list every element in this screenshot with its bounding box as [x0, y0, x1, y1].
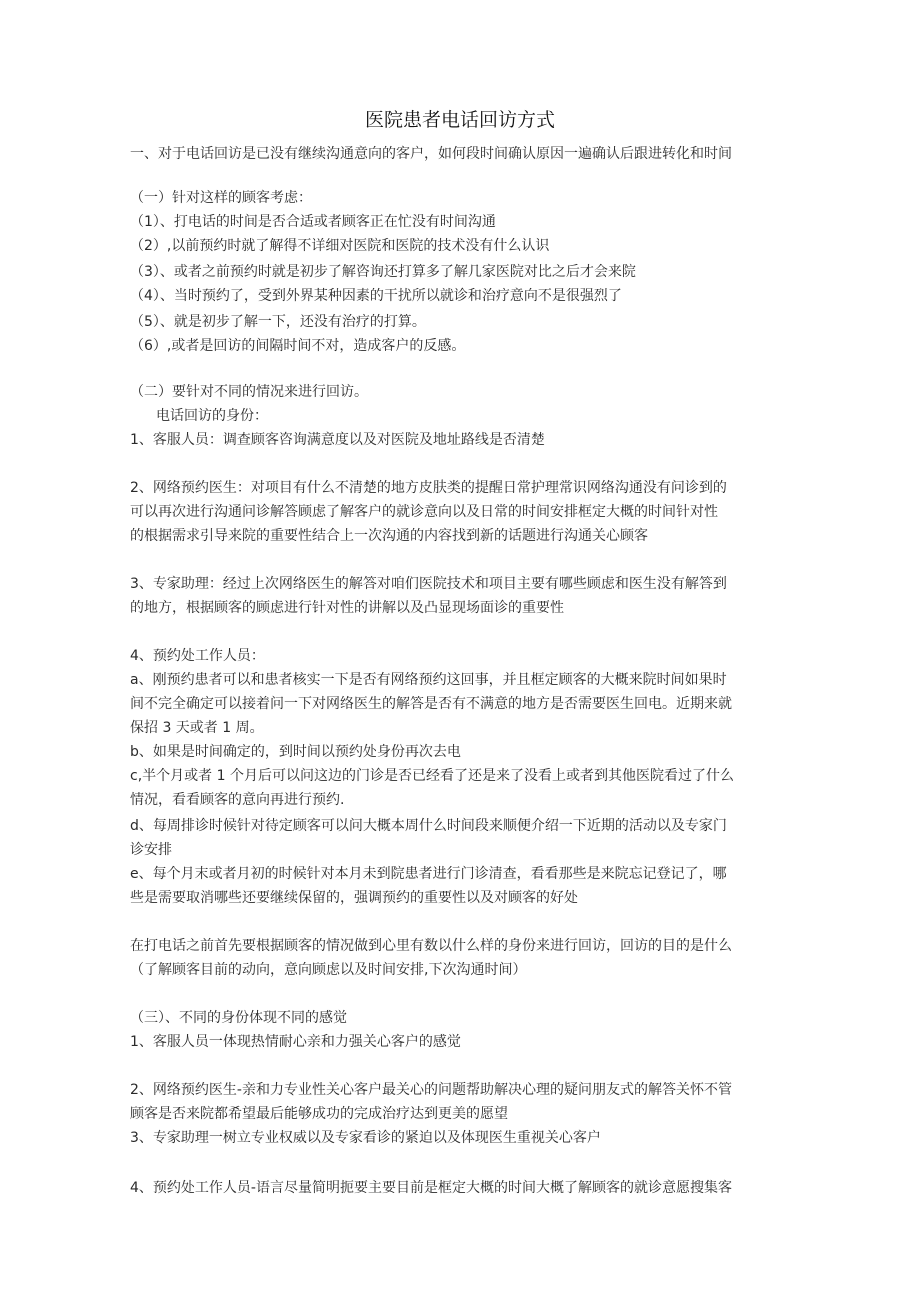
document-title: 医院患者电话回访方式 [364, 109, 555, 131]
reason-item: （4）、当时预约了，受到外界某种因素的干扰所以就诊和治疗意向不是很强烈了 [130, 288, 622, 304]
section-1-heading: （一）针对这样的顾客考虑： [130, 190, 312, 206]
paragraph-line: 在打电话之前首先要根据顾客的情况做到心里有数以什么样的身份来进行回访，回访的目的是什么 [130, 938, 732, 954]
section-3-heading: （三）、不同的身份体现不同的感觉 [130, 1010, 347, 1026]
sub-item: d、每周排诊时候针对待定顾客可以问大概本周什么时间段来顺便介绍一下近期的活动以及专家门 [130, 818, 727, 834]
identity-item: 2、网络预约医生：对项目有什么不清楚的地方皮肤类的提醒日常护理常识网络沟通没有问诊到的 [130, 480, 727, 496]
intro-line: 一、对于电话回访是已没有继续沟通意向的客户，如何段时间确认原因一遍确认后跟进转化和时间 [130, 146, 732, 162]
identity-item: 3、专家助理：经过上次网络医生的解答对咱们医院技术和项目主要有哪些顾虑和医生没有解答到 [130, 576, 727, 592]
feeling-item: 1、客服人员一体现热情耐心亲和力强关心客户的感觉 [130, 1034, 461, 1050]
feeling-item: 3、专家助理一树立专业权威以及专家看诊的紧迫以及体现医生重视关心客户 [130, 1130, 601, 1146]
identity-item: 1、客服人员：调查顾客咨询满意度以及对医院及地址路线是否清楚 [130, 432, 545, 448]
sub-item-cont: 些是需要取消哪些还要继续保留的，强调预约的重要性以及对顾客的好处 [130, 890, 578, 906]
sub-item: e、每个月末或者月初的时候针对本月未到院患者进行门诊清查，看看那些是来院忘记登记了，哪 [130, 866, 727, 882]
sub-item: b、如果是时间确定的，到时间以预约处身份再次去电 [130, 744, 461, 760]
paragraph-line: （了解顾客目前的动向，意向顾虑以及时间安排,下次沟通时间） [130, 962, 527, 978]
sub-item-cont: 间不完全确定可以接着问一下对网络医生的解答是否有不满意的地方是否需要医生回电。近期来就 [130, 696, 732, 712]
reason-item: （5）、就是初步了解一下，还没有治疗的打算。 [130, 314, 426, 330]
sub-item-cont: 保招 3 天或者 1 周。 [130, 720, 264, 736]
identity-item-cont: 的地方，根据顾客的顾虑进行针对性的讲解以及凸显现场面诊的重要性 [130, 600, 564, 616]
sub-item: a、刚预约患者可以和患者核实一下是否有网络预约这回事，并且框定顾客的大概来院时间如果时 [130, 672, 727, 688]
identity-item-cont: 可以再次进行沟通问诊解答顾虑了解客户的就诊意向以及日常的时间安排框定大概的时间针对性 [130, 504, 718, 520]
reason-item: （3）、或者之前预约时就是初步了解咨询还打算多了解几家医院对比之后才会来院 [130, 264, 636, 280]
feeling-item: 2、网络预约医生-亲和力专业性关心客户最关心的问题帮助解决心理的疑问朋友式的解答关怀不管 [130, 1082, 732, 1098]
identity-subheading: 电话回访的身份： [156, 408, 268, 424]
sub-item-cont: 情况，看看顾客的意向再进行预约. [130, 792, 345, 808]
identity-item: 4、预约处工作人员： [130, 648, 265, 664]
identity-item-cont: 的根据需求引导来院的重要性结合上一次沟通的内容找到新的话题进行沟通关心顾客 [130, 528, 648, 544]
reason-item: （1）、打电话的时间是否合适或者顾客正在忙没有时间沟通 [130, 214, 496, 230]
section-2-heading: （二）要针对不同的情况来进行回访。 [130, 384, 368, 400]
feeling-item: 4、预约处工作人员-语言尽量简明扼要主要目前是框定大概的时间大概了解顾客的就诊意愿搜集客 [130, 1180, 732, 1196]
reason-item: （2）,以前预约时就了解得不详细对医院和医院的技术没有什么认识 [130, 238, 550, 254]
sub-item-cont: 诊安排 [130, 842, 172, 858]
reason-item: （6）,或者是回访的间隔时间不对，造成客户的反感。 [130, 338, 466, 354]
feeling-item-cont: 顾客是否来院都希望最后能够成功的完成治疗达到更美的愿望 [130, 1106, 508, 1122]
sub-item: c,半个月或者 1 个月后可以问这边的门诊是否已经看了还是来了没看上或者到其他医院看过了什么 [130, 768, 734, 784]
